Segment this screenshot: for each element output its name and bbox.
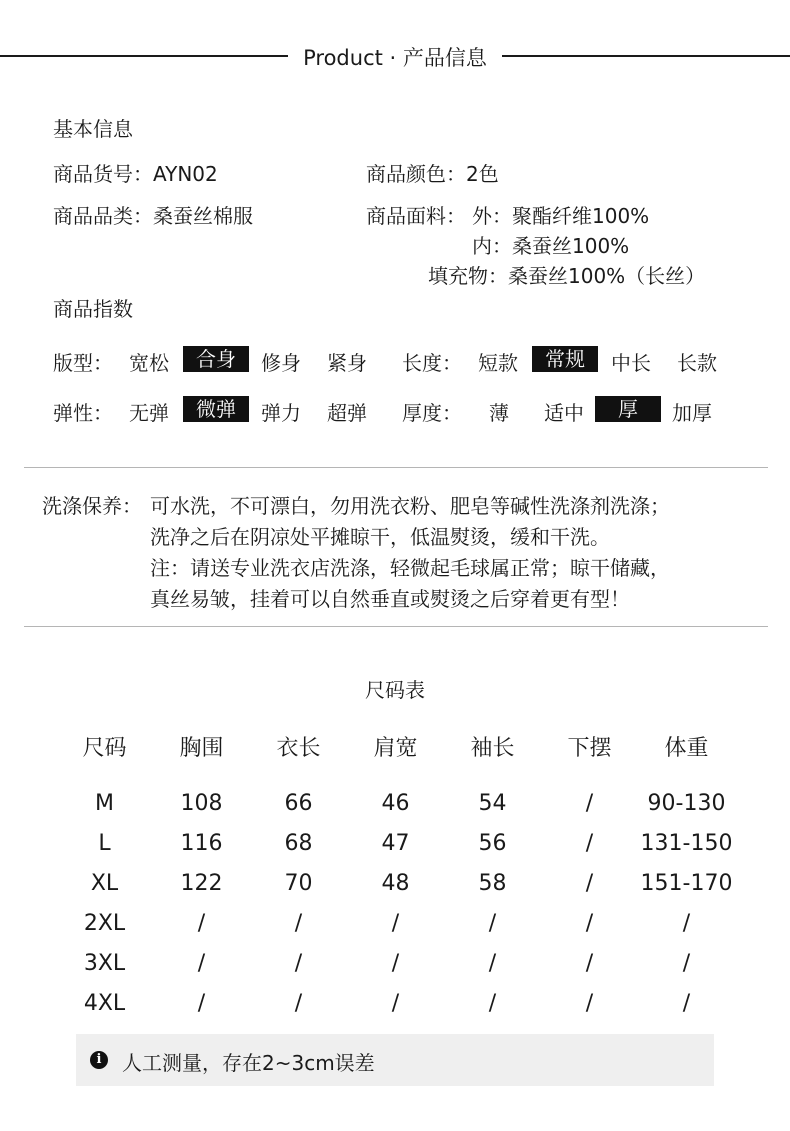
length-option-regular-selected: 常规 [532, 346, 598, 372]
fabric-outer: 外：聚酯纤维100% [472, 204, 650, 228]
table-cell: 66 [284, 791, 313, 816]
table-cell: / [488, 911, 497, 936]
thickness-label: 厚度： [402, 401, 462, 425]
table-cell: 122 [180, 871, 223, 896]
item-no-field [53, 158, 218, 187]
category-field [53, 200, 253, 229]
table-row [56, 951, 736, 991]
elastic-option-slight-selected: 微弹 [183, 396, 249, 422]
table-cell: 131-150 [640, 831, 733, 856]
table-cell: 3XL [83, 951, 126, 976]
color-label: 商品颜色： [366, 162, 466, 186]
item-no-label: 商品货号： [53, 162, 153, 186]
length-option-long: 长款 [677, 351, 717, 375]
table-cell: / [294, 951, 303, 976]
table-cell: / [682, 991, 691, 1016]
table-cell: 58 [478, 871, 507, 896]
page-title: Product · 产品信息 [0, 42, 790, 72]
table-row [56, 791, 736, 831]
thickness-option-extra-thick: 加厚 [672, 401, 712, 425]
header-cell: 衣长 [276, 736, 321, 761]
fit-label: 版型： [53, 351, 113, 375]
table-row [56, 871, 736, 911]
header-cell: 肩宽 [373, 736, 418, 761]
table-cell: / [585, 871, 594, 896]
basic-section-title: 基本信息 [53, 117, 133, 141]
thickness-option-thick-selected: 厚 [595, 396, 661, 422]
table-cell: / [391, 951, 400, 976]
table-cell: 108 [180, 791, 223, 816]
table-cell: / [294, 991, 303, 1016]
thickness-option-medium: 适中 [544, 401, 584, 425]
table-cell: / [682, 911, 691, 936]
table-cell: 70 [284, 871, 313, 896]
header-cell: 尺码 [82, 736, 127, 761]
table-cell: L [98, 831, 111, 856]
length-label: 长度： [402, 351, 462, 375]
size-table [56, 731, 736, 1031]
filling: 填充物：桑蚕丝100%（长丝） [428, 264, 706, 288]
color-value: 2色 [466, 162, 499, 186]
table-cell: / [585, 951, 594, 976]
measurement-note [76, 1034, 714, 1086]
table-cell: 90-130 [647, 791, 726, 816]
table-cell: / [197, 951, 206, 976]
fabric-label: 商品面料： [366, 204, 466, 228]
index-section-title: 商品指数 [53, 297, 133, 321]
fit-option-regular-selected: 合身 [183, 346, 249, 372]
care-line: 注：请送专业洗衣店洗涤，轻微起毛球属正常；晾干储藏， [150, 556, 670, 580]
length-option-short: 短款 [478, 351, 518, 375]
item-no-value: AYN02 [153, 162, 218, 186]
table-row [56, 831, 736, 871]
care-line: 真丝易皱，挂着可以自然垂直或熨烫之后穿着更有型！ [150, 587, 630, 611]
note-text: 人工测量，存在2~3cm误差 [122, 1051, 375, 1075]
table-cell: 4XL [83, 991, 126, 1016]
header-cell: 体重 [664, 736, 709, 761]
table-cell: / [294, 911, 303, 936]
fit-option-loose: 宽松 [129, 351, 169, 375]
fit-option-slim: 修身 [261, 351, 301, 375]
elastic-option-super: 超弹 [327, 401, 367, 425]
table-cell: 2XL [83, 911, 126, 936]
table-cell: / [585, 991, 594, 1016]
care-label: 洗涤保养： [42, 494, 142, 518]
table-cell: 47 [381, 831, 410, 856]
elastic-option-stretch: 弹力 [261, 401, 301, 425]
table-cell: 151-170 [640, 871, 733, 896]
divider [24, 467, 768, 468]
category-label: 商品品类： [53, 204, 153, 228]
table-cell: 46 [381, 791, 410, 816]
header-cell: 下摆 [567, 736, 612, 761]
size-table-title: 尺码表 [365, 678, 425, 702]
category-value: 桑蚕丝棉服 [153, 204, 253, 228]
fit-option-tight: 紧身 [327, 351, 367, 375]
table-row [56, 991, 736, 1031]
size-table-body [56, 791, 736, 1031]
table-cell: / [391, 911, 400, 936]
size-table-header [56, 731, 736, 791]
header-cell: 袖长 [470, 736, 515, 761]
table-cell: 68 [284, 831, 313, 856]
header-cell: 胸围 [179, 736, 224, 761]
care-line: 洗净之后在阴凉处平摊晾干，低温熨烫，缓和干洗。 [150, 525, 610, 549]
table-cell: / [197, 911, 206, 936]
table-cell: / [488, 951, 497, 976]
length-option-mid: 中长 [611, 351, 651, 375]
table-cell: / [585, 791, 594, 816]
table-cell: / [391, 991, 400, 1016]
table-cell: 56 [478, 831, 507, 856]
table-cell: / [585, 911, 594, 936]
elastic-option-none: 无弹 [129, 401, 169, 425]
fabric-inner: 内：桑蚕丝100% [472, 234, 630, 258]
table-cell: / [682, 951, 691, 976]
thickness-option-thin: 薄 [489, 401, 509, 425]
info-icon: i [90, 1051, 108, 1069]
table-cell: 116 [180, 831, 223, 856]
table-row [56, 911, 736, 951]
table-cell: / [585, 831, 594, 856]
color-field [366, 158, 499, 187]
table-cell: M [95, 791, 114, 816]
table-cell: XL [90, 871, 119, 896]
table-cell: / [197, 991, 206, 1016]
table-cell: 48 [381, 871, 410, 896]
divider [24, 626, 768, 627]
care-line: 可水洗，不可漂白，勿用洗衣粉、肥皂等碱性洗涤剂洗涤； [150, 494, 670, 518]
table-cell: 54 [478, 791, 507, 816]
table-cell: / [488, 991, 497, 1016]
elastic-label: 弹性： [53, 401, 113, 425]
